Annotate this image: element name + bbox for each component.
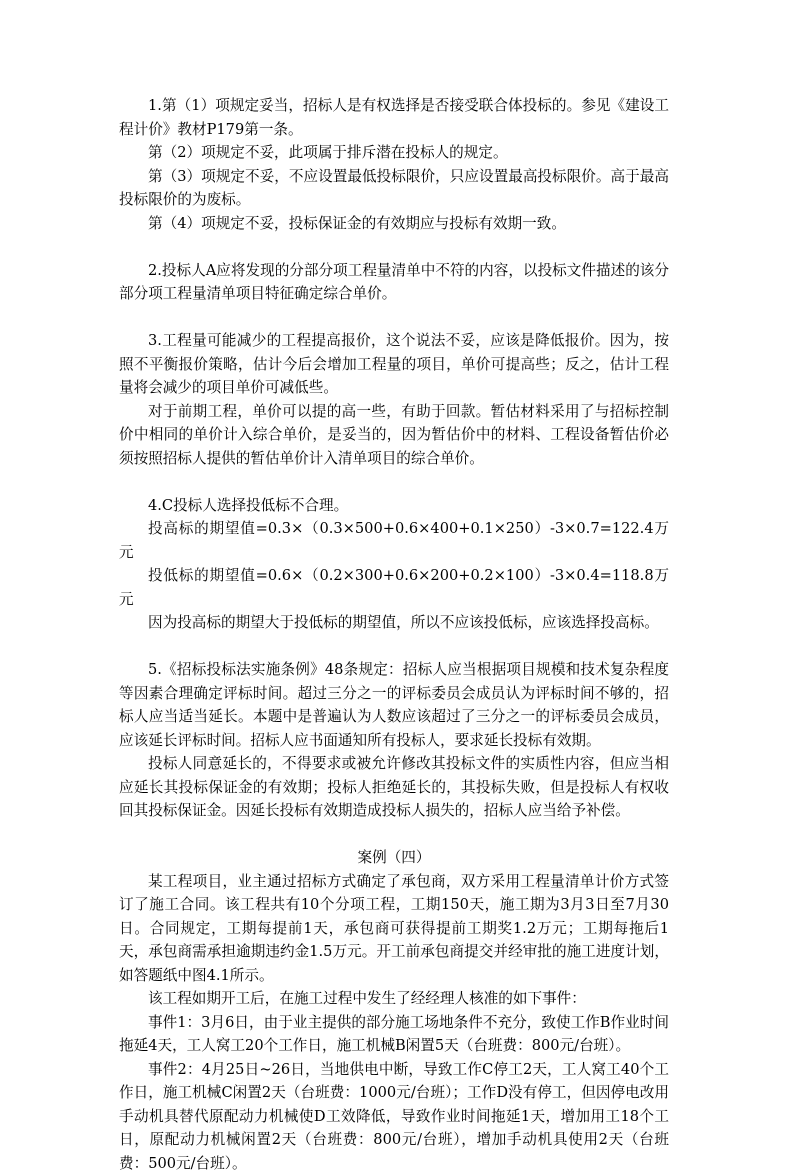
case-4-para-1: 某工程项目，业主通过招标方式确定了承包商，双方采用工程量清单计价方式签订了施工合同。该工程共有10个分项工程，工期150天，施工期为3月3日至7月30日。合同规定，工期每提前1天，承包商可获得提前工期奖1.2万元；工期每拖后1天，承包商需承担逾期违约金1.5万元。开工前承包商提交并经审批的施工进度计划，如答题纸中图4.1所示。 (119, 870, 669, 988)
answer-1-para-2: 第（2）项规定不妥，此项属于排斥潜在投标人的规定。 (119, 141, 669, 165)
answer-4-high-bid-expectation: 投高标的期望值=0.3×（0.3×500+0.6×400+0.1×250）-3×0.7=122.4万元 (119, 517, 669, 564)
answer-5-para-2: 投标人同意延长的，不得要求或被允许修改其投标文件的实质性内容，但应当相应延长其投标保证金的有效期；投标人拒绝延长的，其投标失败，但是投标人有权收回其投标保证金。因延长投标有效期造成投标人损失的，招标人应当给予补偿。 (119, 752, 669, 823)
document-body (119, 94, 669, 1175)
answer-4-para-1: 4.C投标人选择投低标不合理。 (119, 494, 669, 518)
case-4-para-2: 该工程如期开工后，在施工过程中发生了经经理人核准的如下事件： (119, 987, 669, 1011)
answer-2-para-1: 2.投标人A应将发现的分部分项工程量清单中不符的内容，以投标文件描述的该分部分项工程量清单项目特征确定综合单价。 (119, 259, 669, 306)
answer-5-para-1: 5.《招标投标法实施条例》48条规定：招标人应当根据项目规模和技术复杂程度等因素合理确定评标时间。超过三分之一的评标委员会成员认为评标时间不够的，招标人应当适当延长。本题中是普遍认为人数应该超过了三分之一的评标委员会成员，应该延长评标时间。招标人应书面通知所有投标人，要求延长投标有效期。 (119, 658, 669, 752)
spacer (119, 235, 669, 259)
answer-3-para-2: 对于前期工程，单价可以提的高一些，有助于回款。暂估材料采用了与招标控制价中相同的单价计入综合单价，是妥当的，因为暂估价中的材料、工程设备暂估价必须按照招标人提供的暂估单价计入清单项目的综合单价。 (119, 400, 669, 471)
answer-3-para-1: 3.工程量可能减少的工程提高报价，这个说法不妥，应该是降低报价。因为，按照不平衡报价策略，估计今后会增加工程量的项目，单价可提高些；反之，估计工程量将会减少的项目单价可减低些。 (119, 329, 669, 400)
answer-1-para-1: 1.第（1）项规定妥当，招标人是有权选择是否接受联合体投标的。参见《建设工程计价》教材P179第一条。 (119, 94, 669, 141)
spacer (119, 470, 669, 494)
spacer (119, 306, 669, 330)
spacer (119, 823, 669, 847)
answer-4-conclusion: 因为投高标的期望大于投低标的期望值，所以不应该投低标，应该选择投高标。 (119, 611, 669, 635)
case-4-event-2: 事件2：4月25日~26日，当地供电中断，导致工作C停工2天，工人窝工40个工作日，施工机械C闲置2天（台班费：1000元/台班）；工作D没有停工，但因停电改用手动机具替代原配动力机械使D工效降低，导致作业时间拖延1天，增加用工18个工日，原配动力机械闲置2天（台班费：800元/台班），增加手动机具使用2天（台班费：500元/台班）。 (119, 1058, 669, 1175)
answer-4-low-bid-expectation: 投低标的期望值=0.6×（0.2×300+0.6×200+0.2×100）-3×0.4=118.8万元 (119, 564, 669, 611)
spacer (119, 635, 669, 659)
answer-1-para-4: 第（4）项规定不妥，投标保证金的有效期应与投标有效期一致。 (119, 212, 669, 236)
case-4-event-1: 事件1：3月6日，由于业主提供的部分施工场地条件不充分，致使工作B作业时间拖延4天，工人窝工20个工作日，施工机械B闲置5天（台班费：800元/台班）。 (119, 1011, 669, 1058)
answer-1-para-3: 第（3）项规定不妥，不应设置最低投标限价，只应设置最高投标限价。高于最高投标限价的为废标。 (119, 165, 669, 212)
case-4-title: 案例（四） (119, 846, 669, 870)
